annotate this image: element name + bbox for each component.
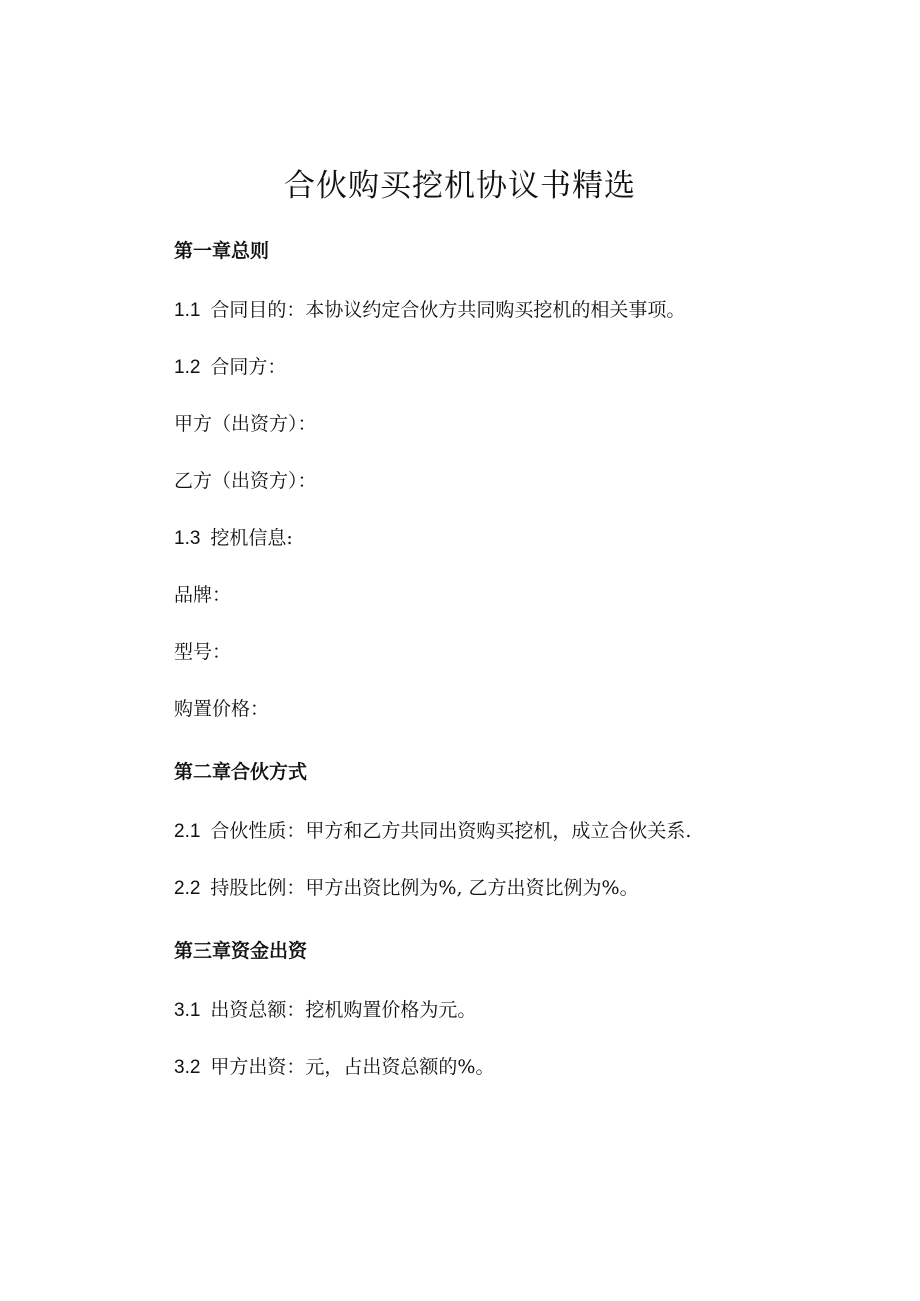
clause-text: 合伙性质：甲方和乙方共同出资购买挖机，成立合伙关系. [210, 820, 692, 842]
document-title: 合伙购买挖机协议书精选 [284, 168, 636, 204]
clause-3-1 [174, 996, 476, 1025]
clause-text: 持股比例：甲方出资比例为%, 乙方出资比例为%。 [210, 877, 639, 899]
clause-text: 合同目的：本协议约定合伙方共同购买挖机的相关事项。 [210, 299, 686, 321]
clause-text: 合同方： [210, 356, 287, 378]
clause-text: 甲方出资：元，占出资总额的%。 [210, 1056, 495, 1078]
model-line: 型号： [174, 641, 232, 663]
clause-number: 3.1 [174, 1000, 201, 1021]
clause-number: 2.1 [174, 821, 201, 842]
chapter-2-heading: 第二章合伙方式 [174, 761, 308, 783]
clause-number: 1.2 [174, 357, 201, 378]
clause-text: 出资总额：挖机购置价格为元。 [210, 999, 477, 1021]
clause-2-2 [174, 874, 639, 903]
chapter-3-heading: 第三章资金出资 [174, 940, 308, 962]
chapter-1-heading: 第一章总则 [174, 240, 270, 262]
price-line: 购置价格： [174, 698, 270, 720]
clause-3-2 [174, 1053, 494, 1082]
party-a-line: 甲方（出资方）： [174, 413, 317, 435]
brand-line: 品牌： [174, 584, 232, 606]
clause-1-3 [174, 524, 293, 553]
clause-number: 2.2 [174, 878, 201, 899]
clause-number: 1.1 [174, 300, 201, 321]
clause-number: 3.2 [174, 1057, 201, 1078]
party-b-line: 乙方（出资方）： [174, 470, 317, 492]
clause-text: 挖机信息: [210, 527, 293, 549]
clause-1-2 [174, 353, 286, 382]
clause-number: 1.3 [174, 528, 201, 549]
clause-2-1 [174, 817, 691, 846]
clause-1-1 [174, 296, 685, 325]
